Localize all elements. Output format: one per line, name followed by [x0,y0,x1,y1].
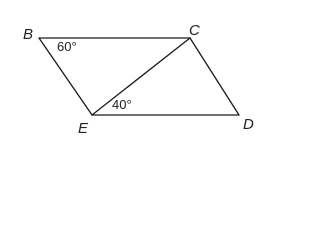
segment-ec [92,38,190,115]
angle-label-b: 60° [57,39,77,54]
segment-cd [190,38,239,115]
vertex-label-e: E [78,120,89,137]
angle-label-e: 40° [112,97,132,112]
vertex-label-c: C [189,22,200,39]
angle-labels [57,39,132,112]
vertex-label-b: B [23,26,34,43]
vertex-label-d: D [243,116,254,133]
